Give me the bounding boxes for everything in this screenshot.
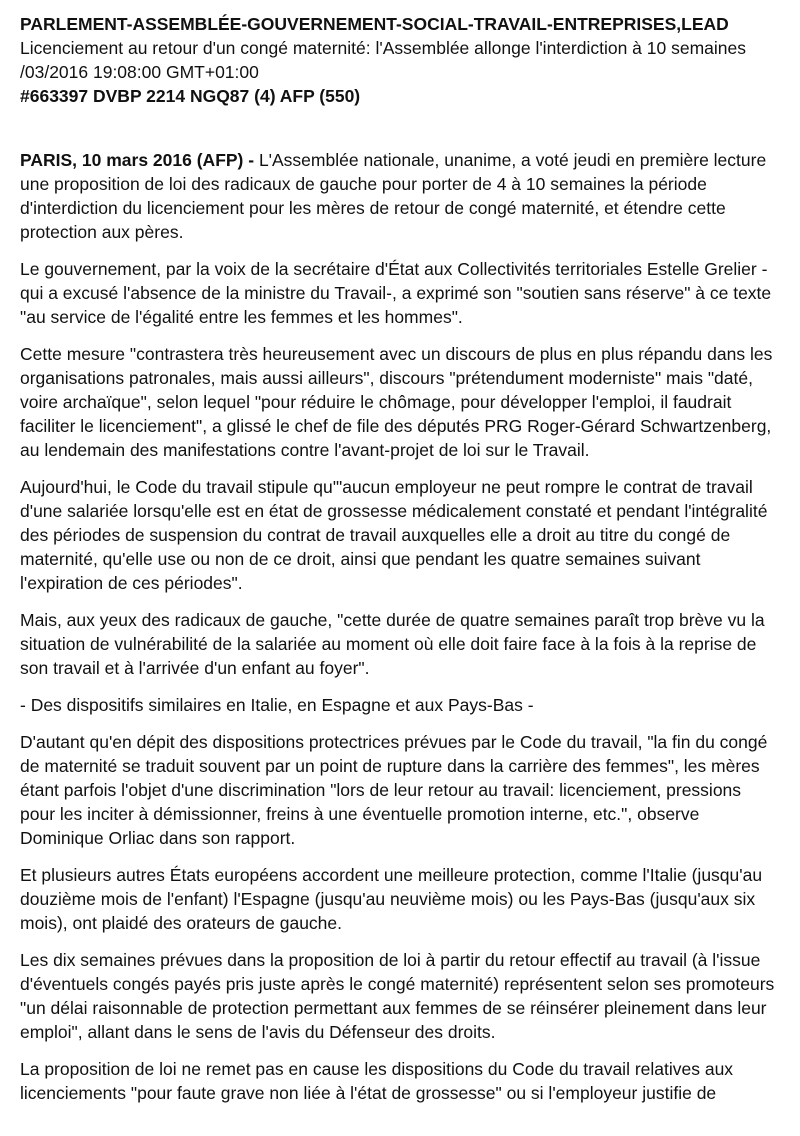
article-paragraph: Les dix semaines prévues dans la proposition de loi à partir du retour effectif au travail (à l'issue d'éventuels congés payés pris juste après le congé maternité) représentent selon ses promoteurs "un délai raisonnable de protection permettant aux femmes de se réinsérer pleinement dans leur emploi", allant dans le sens de l'avis du Défenseur des droits. <box>20 950 775 1042</box>
dispatch-reference: #663397 DVBP 2214 NGQ87 (4) AFP (550) <box>20 86 361 106</box>
article-paragraph: La proposition de loi ne remet pas en cause les dispositions du Code du travail relatives aux licenciements "pour faute grave non liée à l'état de grossesse" ou si l'employeur justifie de <box>20 1059 734 1103</box>
dateline: PARIS, 10 mars 2016 (AFP) - <box>20 150 255 170</box>
article-paragraph: Et plusieurs autres États européens accordent une meilleure protection, comme l'Italie (jusqu'au douzième mois de l'enfant) l'Espagne (jusqu'au neuvième mois) ou les Pays-Bas (jusqu'aux six mois), ont plaidé des orateurs de gauche. <box>20 865 763 933</box>
dispatch-title: Licenciement au retour d'un congé maternité: l'Assemblée allonge l'interdiction à 10 semaines /03/2016 19:08:00 GMT+01:00 <box>20 38 746 82</box>
article-paragraph: Aujourd'hui, le Code du travail stipule qu'"aucun employeur ne peut rompre le contrat de travail d'une salariée lorsqu'elle est en état de grossesse médicalement constaté et pendant l'intégralité des périodes de suspension du contrat de travail auxquelles elle a droit au titre du congé de maternité, qu'elle use ou non de ce droit, ainsi que pendant les quatre semaines suivant l'expiration de ces périodes". <box>20 477 768 593</box>
article-paragraph: Le gouvernement, par la voix de la secrétaire d'État aux Collectivités territoriales Estelle Grelier -qui a excusé l'absence de la ministre du Travail-, a exprimé son "soutien sans réserve" à ce texte "au service de l'égalité entre les femmes et les hommes". <box>20 259 772 327</box>
article-paragraph <box>20 148 780 244</box>
article-paragraph: Cette mesure "contrastera très heureusement avec un discours de plus en plus répandu dans les organisations patronales, mais aussi ailleurs", discours "prétendument moderniste" mais "daté, voire archaïque", selon lequel "pour réduire le chômage, pour développer l'emploi, il faudrait faciliter le licenciement", a glissé le chef de file des députés PRG Roger-Gérard Schwartzenberg, au lendemain des manifestations contre l'avant-projet de loi sur le Travail. <box>20 344 773 460</box>
article-paragraph: D'autant qu'en dépit des dispositions protectrices prévues par le Code du travail, "la fin du congé de maternité se traduit souvent par un point de rupture dans la carrière des femmes", les mères étant parfois l'objet d'une discrimination "lors de leur retour au travail: licenciement, pressions pour les inciter à démissionner, freins à une éventuelle promotion interne, etc.", observe Dominique Orliac dans son rapport. <box>20 732 768 848</box>
article-paragraph: Mais, aux yeux des radicaux de gauche, "cette durée de quatre semaines paraît trop brève vu la situation de vulnérabilité de la salariée au moment où elle doit faire face à la fois à la reprise de son travail et à l'arrivée d'un enfant au foyer". <box>20 610 765 678</box>
article-subheading: - Des dispositifs similaires en Italie, en Espagne et aux Pays-Bas - <box>20 695 534 715</box>
dispatch-tags: PARLEMENT-ASSEMBLÉE-GOUVERNEMENT-SOCIAL-TRAVAIL-ENTREPRISES,LEAD <box>20 14 729 34</box>
article-body <box>20 148 780 1105</box>
dispatch-header <box>20 12 780 108</box>
lead-text: L'Assemblée nationale, unanime, a voté jeudi en première lecture une proposition de loi des radicaux de gauche pour porter de 4 à 10 semaines la période d'interdiction du licenciement pour les mères de retour de congé maternité, et étendre cette protection aux pères. <box>20 150 767 242</box>
